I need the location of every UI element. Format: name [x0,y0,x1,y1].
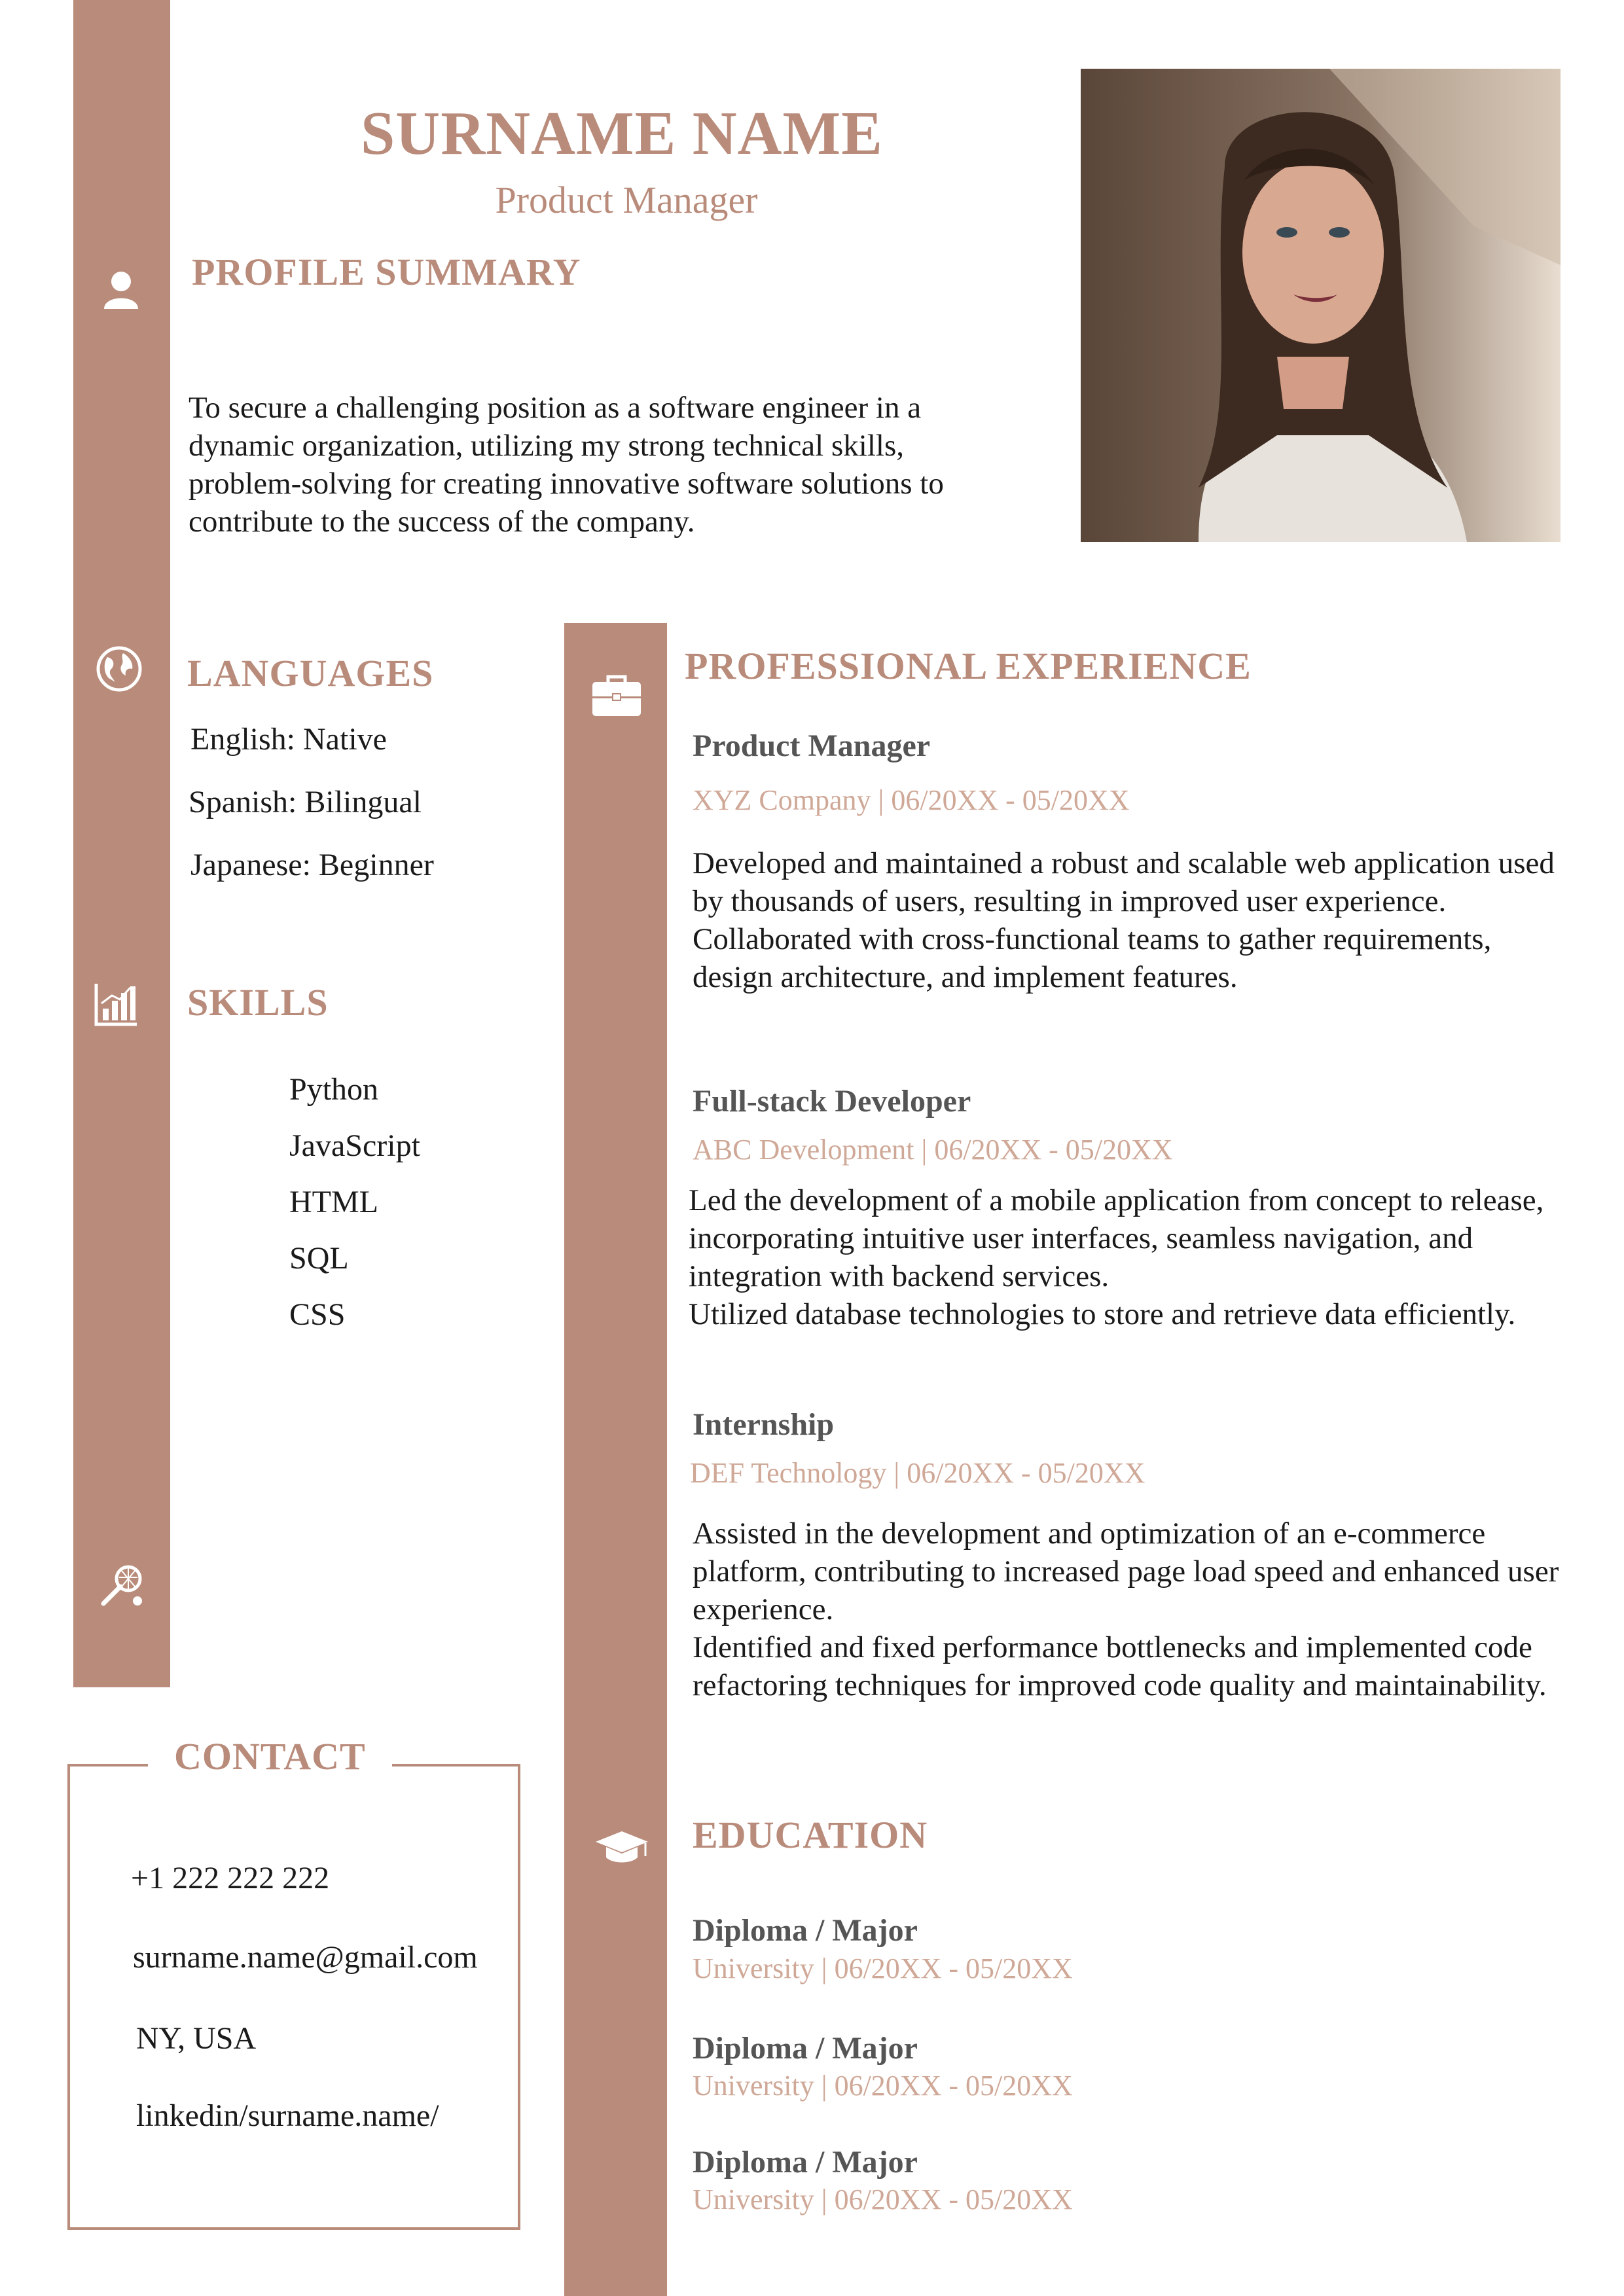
language-item: Japanese: Beginner [190,848,434,882]
left-sidebar-bar [73,0,170,1687]
job-description: Led the development of a mobile application from concept to release, incorporating intuitive user interfaces, seamless navigation, and integration with backend services. Utilized database technologies to store and retrieve data efficiently. [689,1183,1544,1331]
chart-icon [92,979,141,1029]
education-meta: University | 06/20XX - 05/20XX [693,1952,1073,1984]
languages-heading: LANGUAGES [187,652,434,694]
education-meta: University | 06/20XX - 05/20XX [693,2070,1073,2102]
education-degree: Diploma / Major [693,2145,918,2179]
job-description: Developed and maintained a robust and scalable web application used by thousands of users, resulting in improved user experience. Collaborated with cross-functional teams to gather requirements, design architecture, and implement features. [693,846,1555,994]
job-meta: DEF Technology | 06/20XX - 05/20XX [690,1457,1146,1489]
profile-summary-heading: PROFILE SUMMARY [192,251,581,293]
language-item: Spanish: Bilingual [189,785,422,819]
contact-email: surname.name@gmail.com [133,1940,478,1975]
contact-phone: +1 222 222 222 [131,1861,330,1895]
language-item: English: Native [190,722,387,757]
contact-heading: CONTACT [148,1734,392,1778]
contact-location: NY, USA [136,2021,257,2056]
skill-item: CSS [289,1297,346,1332]
tennis-icon [97,1562,147,1611]
profile-photo [1081,69,1561,542]
contact-linkedin: linkedin/surname.name/ [136,2098,439,2133]
job-meta: XYZ Company | 06/20XX - 05/20XX [693,784,1130,816]
job-title: Internship [693,1407,835,1442]
job-title: Product Manager [693,728,931,763]
job-meta: ABC Development | 06/20XX - 05/20XX [693,1134,1173,1166]
candidate-title: Product Manager [495,179,758,221]
contact-box [67,1764,520,2230]
globe-icon [94,644,144,694]
job-title: Full-stack Developer [693,1084,971,1119]
person-icon [98,267,144,313]
experience-heading: PROFESSIONAL EXPERIENCE [685,645,1252,687]
experience-bar [564,623,667,2296]
skills-heading: SKILLS [187,981,329,1024]
skill-item: Python [289,1072,379,1107]
education-heading: EDUCATION [693,1814,928,1856]
skill-item: SQL [289,1241,349,1276]
education-degree: Diploma / Major [693,1913,918,1948]
skill-item: JavaScript [289,1128,420,1163]
candidate-name: SURNAME NAME [361,99,883,168]
education-degree: Diploma / Major [693,2031,918,2066]
education-meta: University | 06/20XX - 05/20XX [693,2183,1073,2215]
briefcase-icon [590,672,643,721]
skill-item: HTML [289,1185,378,1219]
graduation-cap-icon [594,1826,649,1871]
profile-summary-text: To secure a challenging position as a software engineer in a dynamic organization, utilizing my strong technical skills, problem-solving for creating innovative software solutions to contribute to the success of the company. [189,391,944,539]
job-description: Assisted in the development and optimization of an e-commerce platform, contributing to increased page load speed and enhanced user experience. Identified and fixed performance bottlenecks and implemented code refactoring techniques for improved code quality and maintainability. [693,1516,1559,1702]
